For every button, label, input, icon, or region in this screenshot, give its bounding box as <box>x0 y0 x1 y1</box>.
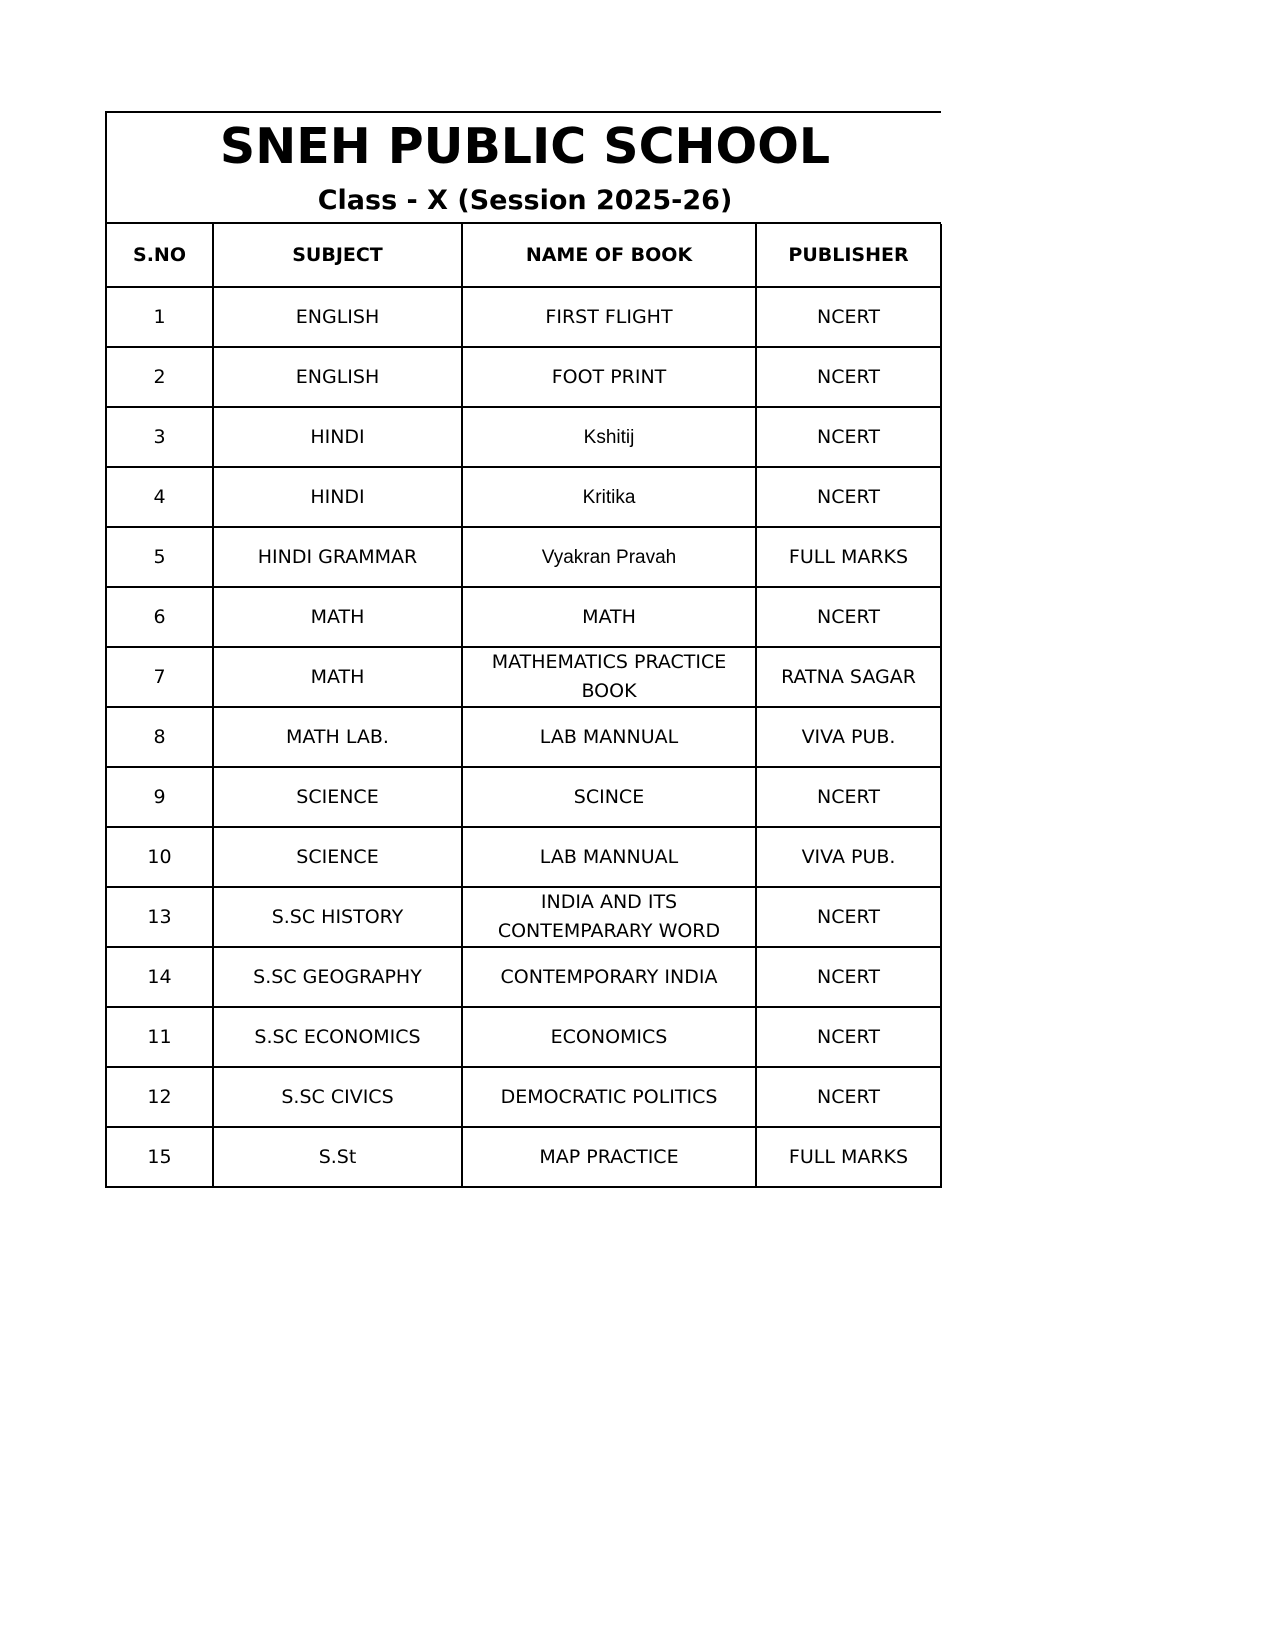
table-row <box>107 887 941 947</box>
cell-subject: HINDI <box>213 467 462 527</box>
table-row <box>107 1067 941 1127</box>
cell-publisher: NCERT <box>756 1067 941 1127</box>
cell-book: CONTEMPORARY INDIA <box>462 947 756 1007</box>
cell-sno: 6 <box>107 587 213 647</box>
cell-sno: 3 <box>107 407 213 467</box>
cell-publisher: NCERT <box>756 1007 941 1067</box>
cell-publisher: NCERT <box>756 587 941 647</box>
table-row <box>107 527 941 587</box>
table-row <box>107 707 941 767</box>
table-row <box>107 1127 941 1187</box>
cell-subject: S.St <box>213 1127 462 1187</box>
cell-book: FOOT PRINT <box>462 347 756 407</box>
table-row <box>107 587 941 647</box>
cell-publisher: VIVA PUB. <box>756 707 941 767</box>
cell-sno: 10 <box>107 827 213 887</box>
header-book: NAME OF BOOK <box>462 224 756 287</box>
cell-publisher: NCERT <box>756 467 941 527</box>
cell-subject: SCIENCE <box>213 827 462 887</box>
table-row <box>107 947 941 1007</box>
cell-book: Kritika <box>462 467 756 527</box>
cell-publisher: NCERT <box>756 347 941 407</box>
cell-sno: 5 <box>107 527 213 587</box>
cell-subject: S.SC ECONOMICS <box>213 1007 462 1067</box>
book-list-sheet <box>105 111 941 1188</box>
cell-subject: HINDI GRAMMAR <box>213 527 462 587</box>
cell-sno: 1 <box>107 287 213 347</box>
table-row <box>107 767 941 827</box>
table-row <box>107 647 941 707</box>
cell-sno: 15 <box>107 1127 213 1187</box>
table-row <box>107 347 941 407</box>
table-row <box>107 407 941 467</box>
cell-book: ECONOMICS <box>462 1007 756 1067</box>
table-row <box>107 287 941 347</box>
class-session-title: Class - X (Session 2025-26) <box>317 185 733 216</box>
cell-subject: S.SC CIVICS <box>213 1067 462 1127</box>
cell-publisher: VIVA PUB. <box>756 827 941 887</box>
header-publisher: PUBLISHER <box>756 224 941 287</box>
cell-publisher: FULL MARKS <box>756 527 941 587</box>
cell-publisher: RATNA SAGAR <box>756 647 941 707</box>
cell-subject: MATH <box>213 587 462 647</box>
cell-book: Vyakran Pravah <box>462 527 756 587</box>
cell-sno: 8 <box>107 707 213 767</box>
table-row <box>107 1007 941 1067</box>
cell-publisher: NCERT <box>756 287 941 347</box>
title-block <box>107 113 941 224</box>
cell-subject: SCIENCE <box>213 767 462 827</box>
cell-book: DEMOCRATIC POLITICS <box>462 1067 756 1127</box>
cell-book: MATHEMATICS PRACTICE BOOK <box>462 647 756 707</box>
cell-book: MATH <box>462 587 756 647</box>
cell-subject: HINDI <box>213 407 462 467</box>
cell-book: INDIA AND ITS CONTEMPARARY WORD <box>462 887 756 947</box>
cell-book: MAP PRACTICE <box>462 1127 756 1187</box>
cell-subject: S.SC HISTORY <box>213 887 462 947</box>
cell-sno: 11 <box>107 1007 213 1067</box>
book-list-table <box>107 224 942 1188</box>
cell-book: FIRST FLIGHT <box>462 287 756 347</box>
cell-sno: 14 <box>107 947 213 1007</box>
cell-subject: ENGLISH <box>213 287 462 347</box>
header-sno: S.NO <box>107 224 213 287</box>
table-row <box>107 827 941 887</box>
cell-sno: 9 <box>107 767 213 827</box>
cell-publisher: NCERT <box>756 407 941 467</box>
cell-book: Kshitij <box>462 407 756 467</box>
cell-publisher: NCERT <box>756 887 941 947</box>
cell-subject: MATH <box>213 647 462 707</box>
cell-publisher: FULL MARKS <box>756 1127 941 1187</box>
cell-book: LAB MANNUAL <box>462 707 756 767</box>
header-subject: SUBJECT <box>213 224 462 287</box>
cell-sno: 12 <box>107 1067 213 1127</box>
cell-subject: MATH LAB. <box>213 707 462 767</box>
cell-sno: 13 <box>107 887 213 947</box>
cell-subject: S.SC GEOGRAPHY <box>213 947 462 1007</box>
cell-publisher: NCERT <box>756 767 941 827</box>
cell-publisher: NCERT <box>756 947 941 1007</box>
school-name: SNEH PUBLIC SCHOOL <box>219 118 831 175</box>
cell-sno: 2 <box>107 347 213 407</box>
header-row <box>107 224 941 287</box>
cell-book: LAB MANNUAL <box>462 827 756 887</box>
cell-subject: ENGLISH <box>213 347 462 407</box>
cell-sno: 4 <box>107 467 213 527</box>
cell-book: SCINCE <box>462 767 756 827</box>
cell-sno: 7 <box>107 647 213 707</box>
table-row <box>107 467 941 527</box>
